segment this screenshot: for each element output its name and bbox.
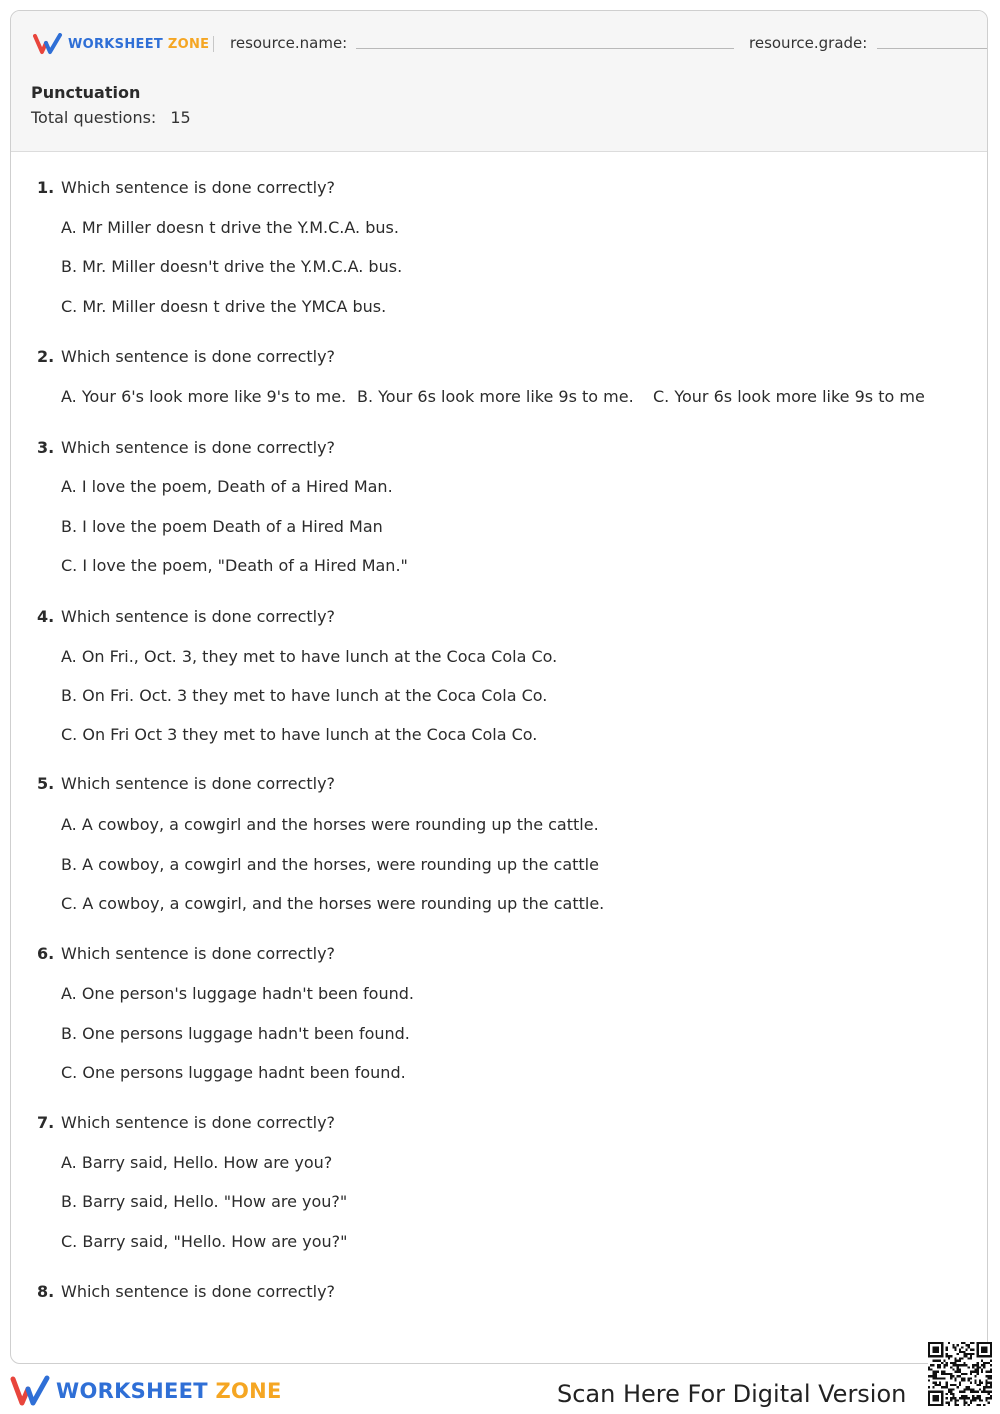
footer-brand-zone: ZONE [215, 1379, 282, 1403]
question-number: 1. [37, 178, 55, 197]
option-b: B. Barry said, Hello. "How are you?" [61, 1192, 348, 1211]
question-number: 7. [37, 1113, 55, 1132]
option-a: A. A cowboy, a cowgirl and the horses were rounding up the cattle. [61, 815, 599, 834]
worksheet-zone-logo-icon [33, 33, 63, 55]
header-brand [33, 33, 209, 55]
worksheet-header [11, 11, 987, 152]
option-c: C. Mr. Miller doesn t drive the YMCA bus. [61, 297, 387, 316]
question-text: Which sentence is done correctly? [61, 438, 336, 457]
worksheet-zone-logo-icon [10, 1375, 50, 1407]
worksheet-title: Punctuation [31, 83, 141, 102]
option-c: C. Barry said, "Hello. How are you?" [61, 1232, 348, 1251]
option-a: A. Mr Miller doesn t drive the Y.M.C.A. bus. [61, 218, 399, 237]
header-separator [213, 36, 214, 52]
question-number: 6. [37, 944, 55, 963]
option-b: B. Your 6s look more like 9s to me. [357, 387, 634, 406]
option-c: C. On Fri Oct 3 they met to have lunch at the Coca Cola Co. [61, 725, 538, 744]
header-brand-text [68, 37, 209, 52]
scan-here-text: Scan Here For Digital Version [557, 1380, 907, 1408]
total-questions [31, 108, 191, 127]
resource-name-line [356, 48, 734, 49]
option-a: A. One person's luggage hadn't been found. [61, 984, 414, 1003]
total-questions-label: Total questions: [31, 108, 157, 127]
header-brand-worksheet: WORKSHEET [68, 36, 164, 52]
question-number: 4. [37, 607, 55, 626]
option-c: C. A cowboy, a cowgirl, and the horses were rounding up the cattle. [61, 894, 605, 913]
question-text: Which sentence is done correctly? [61, 774, 336, 793]
question-number: 2. [37, 347, 55, 366]
option-b: B. Mr. Miller doesn't drive the Y.M.C.A. bus. [61, 257, 403, 276]
total-questions-value: 15 [170, 108, 191, 127]
option-b: B. On Fri. Oct. 3 they met to have lunch at the Coca Cola Co. [61, 686, 548, 705]
qr-code-icon[interactable] [928, 1342, 992, 1406]
question-text: Which sentence is done correctly? [61, 607, 336, 626]
option-a: A. Barry said, Hello. How are you? [61, 1153, 333, 1172]
question-text: Which sentence is done correctly? [61, 347, 336, 366]
resource-name-label: resource.name: [230, 34, 348, 52]
option-a: A. I love the poem, Death of a Hired Man. [61, 477, 393, 496]
footer-brand-text [56, 1379, 282, 1403]
option-c: C. Your 6s look more like 9s to me [653, 387, 925, 406]
option-b: B. One persons luggage hadn't been found. [61, 1024, 410, 1043]
option-a: A. Your 6's look more like 9's to me. [61, 387, 347, 406]
option-a: A. On Fri., Oct. 3, they met to have lunch at the Coca Cola Co. [61, 647, 558, 666]
resource-grade-label: resource.grade: [749, 34, 868, 52]
resource-grade-line [877, 48, 988, 49]
footer-brand-worksheet: WORKSHEET [56, 1379, 208, 1403]
option-b: B. I love the poem Death of a Hired Man [61, 517, 383, 536]
question-text: Which sentence is done correctly? [61, 1113, 336, 1132]
question-text: Which sentence is done correctly? [61, 178, 336, 197]
header-brand-zone: ZONE [167, 36, 210, 52]
worksheet-sheet [10, 10, 988, 1364]
question-number: 5. [37, 774, 55, 793]
option-c: C. One persons luggage hadnt been found. [61, 1063, 406, 1082]
question-number: 3. [37, 438, 55, 457]
question-number: 8. [37, 1282, 55, 1301]
footer-brand [10, 1375, 282, 1407]
option-b: B. A cowboy, a cowgirl and the horses, were rounding up the cattle [61, 855, 599, 874]
option-c: C. I love the poem, "Death of a Hired Man." [61, 556, 408, 575]
question-text: Which sentence is done correctly? [61, 944, 336, 963]
question-text: Which sentence is done correctly? [61, 1282, 336, 1301]
